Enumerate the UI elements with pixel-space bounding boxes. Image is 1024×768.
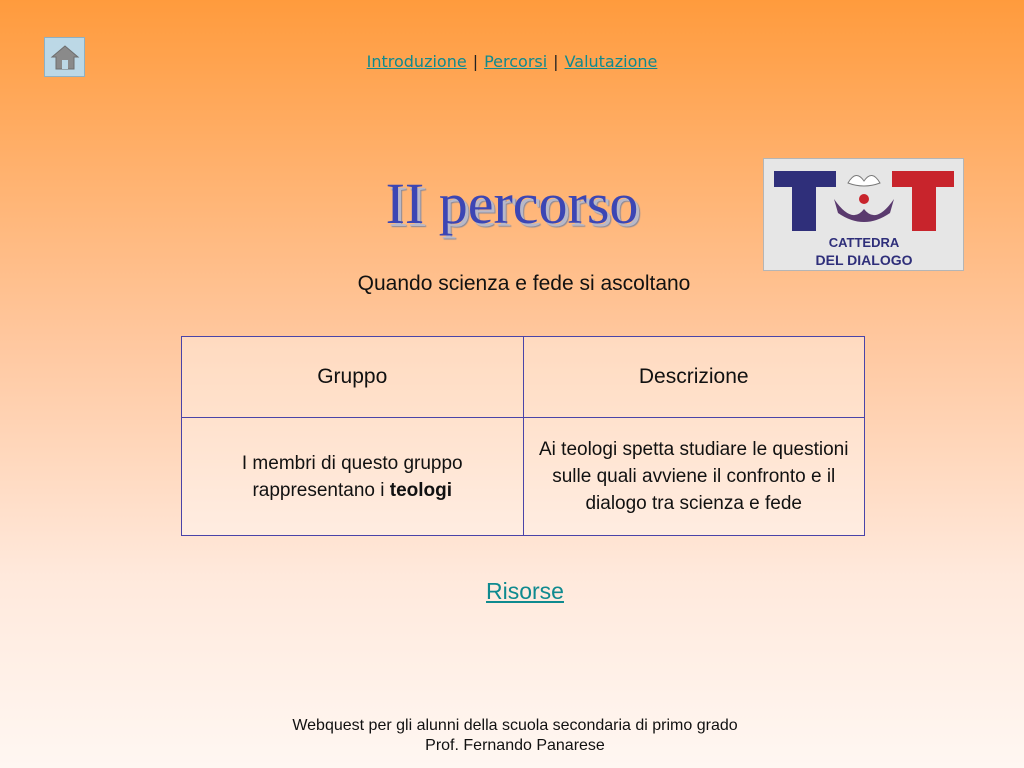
table-row bbox=[182, 418, 865, 536]
cell-gruppo bbox=[182, 418, 524, 536]
groups-table bbox=[181, 336, 865, 536]
cell-descrizione: Ai teologi spetta studiare le questioni sulle quali avviene il confronto e il dialogo tra scienza e fede bbox=[523, 418, 865, 536]
nav-separator: | bbox=[472, 52, 479, 71]
footer bbox=[0, 716, 1024, 756]
header-gruppo: Gruppo bbox=[182, 337, 524, 418]
footer-line1: Webquest per gli alunni della scuola secondaria di primo grado bbox=[292, 717, 738, 734]
logo-text-line1: CATTEDRA bbox=[828, 235, 900, 250]
table-header-row bbox=[182, 337, 865, 418]
header-descrizione: Descrizione bbox=[523, 337, 865, 418]
footer-line2: Prof. Fernando Panarese bbox=[425, 737, 605, 754]
page-subtitle: Quando scienza e fede si ascoltano bbox=[357, 272, 691, 295]
nav-separator: | bbox=[553, 52, 559, 71]
gruppo-text: I membri di questo gruppo rappresentano i bbox=[241, 452, 463, 501]
logo-text-line2: DEL DIALOGO bbox=[815, 252, 913, 268]
nav-link-introduzione[interactable]: Introduzione bbox=[366, 52, 467, 71]
risorse-container bbox=[0, 578, 1024, 605]
nav-link-percorsi[interactable]: Percorsi bbox=[484, 52, 548, 71]
page-title: II percorso bbox=[385, 171, 639, 236]
gruppo-bold: teologi bbox=[389, 479, 453, 501]
nav-link-valutazione[interactable]: Valutazione bbox=[564, 52, 658, 71]
top-navigation bbox=[0, 52, 1024, 71]
risorse-link[interactable]: Risorse bbox=[486, 578, 564, 604]
